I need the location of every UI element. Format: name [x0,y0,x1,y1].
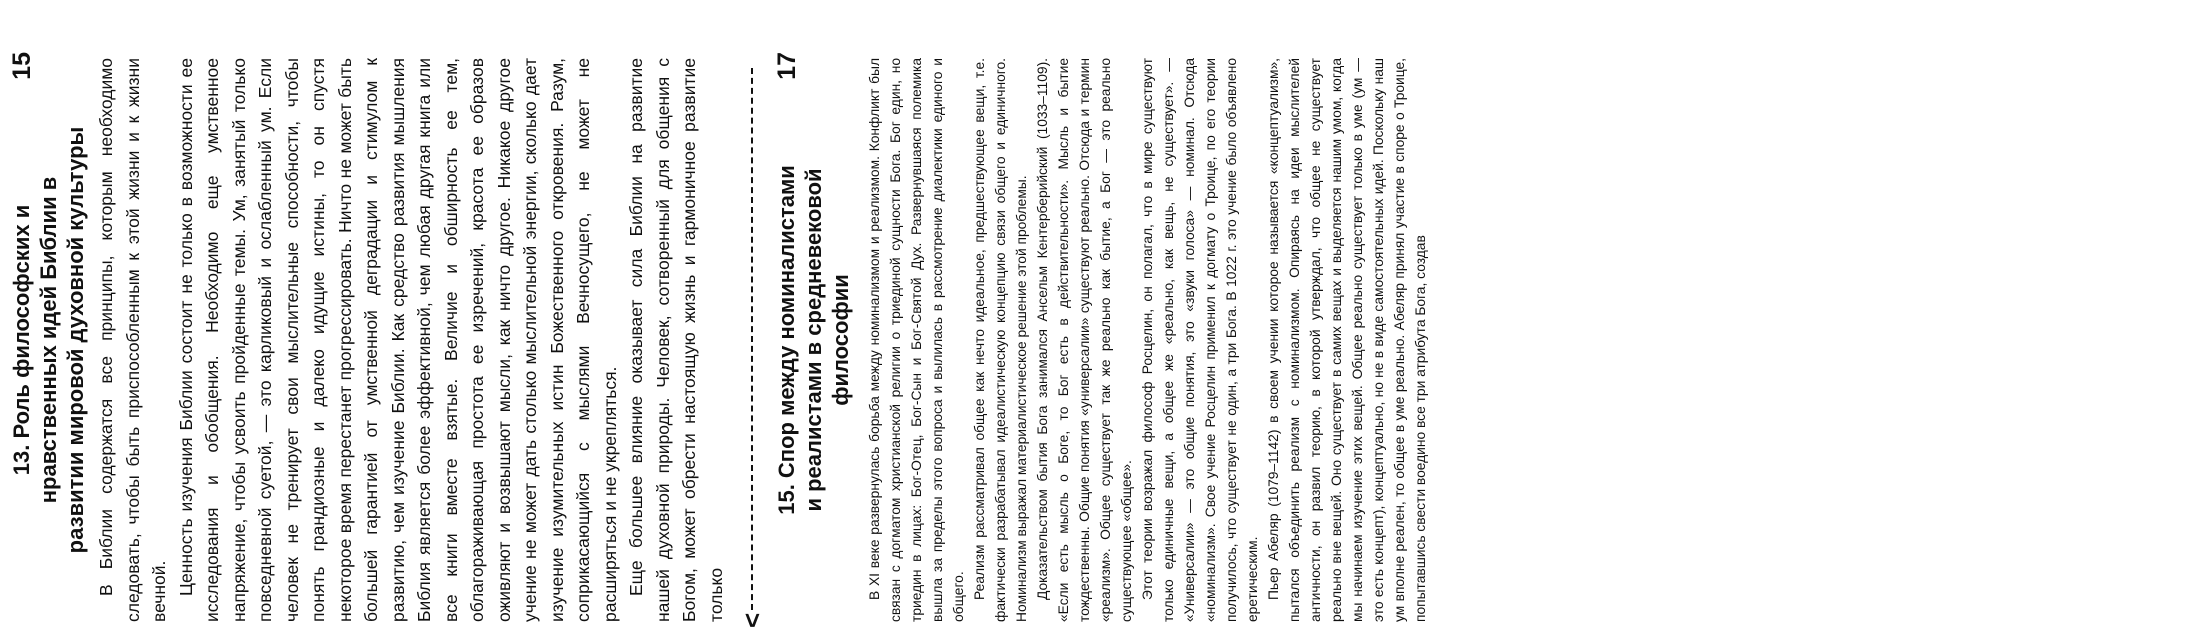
paragraph: Этот теории возражал философ Росцелин, он полагал, что в мире существуют только единичные вещи, а общее же «реально, как вещь, не существует». — «Универсалии» — это общие понятия, это «звуки голоса» — номинал. Отсюда «номинализм». Свое учение Росцелин применил к догмату о Троице, по его теории получилось, что существует не один, а три Бога. В 1022 г. это учение было объявлено еретическим. [1140,58,1260,622]
section-15-title [773,58,854,622]
section-13-title [8,58,89,622]
dashed-cut-line [751,68,753,610]
section-13-body [93,58,729,622]
scissors-mark-icon: < [737,612,767,628]
paragraph: В Библии содержатся все принципы, которым необходимо следовать, чтобы быть приспособленным к этой жизни и к жизни вечной. [96,58,169,622]
page-number: 17 [773,52,801,80]
section-divider [737,58,767,628]
title-line: и реалистами в средневековой [801,168,826,512]
paragraph: В XI веке развернулась борьба между номинализмом и реализмом. Конфликт был связан с догматом христианской религии о триединой сущности Бога. Бог един, но триедин в лицах: Бог-Отец, Бог-Сын и Бог-Святой Дух. Развернувшаяся полемика вышла за пределы этого вопроса и вылилась в рассмотрение диалектики единого и общего. [867,58,966,622]
page-number: 15 [8,52,36,80]
title-line: философии [828,274,853,406]
title-line: развитии мировой духовной культуры [63,126,88,554]
paragraph: Еще большее влияние оказывает сила Библии на развитие нашей духовной природы. Человек, сотворенный для общения с Богом, может обрести настоящую жизнь и гармоничное развитие только [626,58,726,622]
section-13-header [8,52,89,622]
paragraph: Ценность изучения Библии состоит не только в возможности ее исследования и обобщения. Необходимо еще умственное напряжение, чтобы усвоить пройденные темы. Ум, занятый только повседневной суетой, — это карликовый и ослабленный ум. Если человек не тренирует свои мыслительные способности, чтобы понять грандиозные и далеко идущие истины, то он спустя некоторое время перестанет прогрессировать. Ничто не может быть большей гарантией от умственной деградации и стимулом к развитию, чем изучение Библии. Как средство развития мышления Библия является более эффективной, чем любая другая книга или все книги вместе взятые. Величие и обширность ее тем, облагораживающая простота ее изречений, красота ее образов оживляют и возвышают мысли, как ничто другое. Никакое другое учение не может дать столько мыслительной энергии, сколько дает изучение изумительных истин Божественного откровения. Разум, соприкасающийся с мыслями Вечносущего, не может не расширяться и не укрепляться. [175,58,620,622]
paragraph: Доказательством бытия Бога занимался Ансельм Кентерберийский (1033–1109). «Если есть мысль о Боге, то Бог есть в действительности». Мысль и бытие тождественны. Общие понятия «универсалии» существуют реально. Отсюда и термин «реализм». Общее существует так же реально как бытие, а Бог — это реально существующее «общее». [1035,58,1134,622]
title-line: нравственных идей Библии в [36,176,61,504]
title-line: 15. Спор между номиналистами [774,165,799,515]
section-15-header [773,52,854,622]
section-15-body [864,58,1431,622]
paragraph: Пьер Абеляр (1079–1142) в своем учении которое называется «концептуализм», пытался объединить реализм с номинализмом. Опираясь на идеи мыслителей античности, он развил теорию, в которой утверждал, что общее не существует реально вне вещей. Оно существует в самих вещах и выделяется нашим умом, когда мы начинаем изучение этих вещей. Общее реально существует только в уме (ум — это есть концепт), концептуально, но не в виде самостоятельных идей. Поскольку наш ум вполне реален, то общее в уме реально. Абеляр принял участие в споре о Троице, попытавшись свести воедино все три атрибута Бога, создав [1266,58,1428,622]
paragraph: Реализм рассматривал общее как нечто идеальное, предшествующее вещи, т.е. фактически разрабатывал идеалистическую концепцию связи общего и единичного. Номинализм выражал материалистическое решение этой проблемы. [972,58,1029,622]
title-line: 13. Роль философских и [9,204,34,476]
